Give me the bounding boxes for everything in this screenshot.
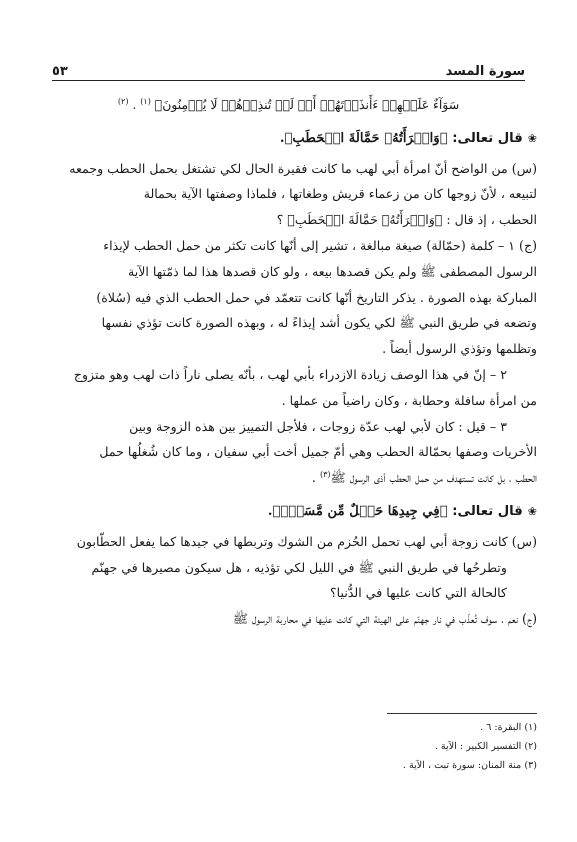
question-line: الحطب ، إذ قال : ﴿وَامۡرَأَتُهُۥ حَمَّالَةَ الۡحَطَبِ﴾ ؟: [276, 212, 537, 228]
answer-line: وتضعه في طريق النبي ﷺ لكي يكون أشد إيذاءً له ، وبهذه الصورة كانت تؤذي نفسها: [101, 315, 537, 331]
answer-line: الأخريات وصفها بحمّالة الحطب وهي أمّ جميل أخت أبي سفيان ، وما كان شُغلُها حمل: [99, 444, 537, 460]
answer-line: المباركة بهذه الصورة . يذكر التاريخ أنّها كانت تتعمّد في حمل الحطب الذي فيه (سُلاة): [96, 289, 537, 305]
question-line: وتطرحُها في طريق النبي ﷺ في الليل لكي تؤذيه ، هل سيكون مصيرها في جهنّم: [91, 559, 507, 575]
section-heading-1: [40, 126, 537, 152]
answer-line: ٣ – قيل : كان لأبي لهب عدّة زوجات ، فلأجل التمييز بين هذه الزوجة وبين: [129, 418, 507, 434]
question-line: كالحالة التي كانت عليها في الدُّنيا؟: [330, 585, 507, 601]
page-body: [40, 92, 537, 632]
answer-line: الرسول المصطفى ﷺ ولم يكن قصدها بيعه ، ولو كان قصدها هذا لما ذمّتها الآية: [127, 263, 537, 279]
verse-tail: .: [128, 97, 141, 112]
footnote-ref: (٣): [319, 469, 331, 479]
header-rule: [52, 80, 525, 81]
question-line: لتبيعه ، لأنّ زوجها كان من زعماء قريش وطغاتها ، فلماذا وصفتها الآية بحمالة: [143, 186, 537, 202]
page-header: [52, 57, 525, 79]
footnote-ref: (١): [140, 96, 151, 106]
verse-continuation: [40, 92, 537, 118]
answer-text: الحطب ، بل كانت تستهدف من حمل الحطب أذى الرسول ﷺ: [330, 470, 537, 486]
quran-quote: ﴿فِي جِيدِهَا حَبۡلٌ مِّن مَّسَدِۭ﴾.: [267, 503, 448, 519]
flower-icon: ❀: [527, 131, 537, 145]
heading-intro: قال تعالى:: [447, 130, 523, 146]
question-line: (س) كانت زوجة أبي لهب تحمل الحُزم من الشوك وتربطها في جيدها كما يفعل الحطّابون: [76, 533, 537, 549]
answer-line: ٢ – إنّ في هذا الوصف زيادة الازدراء بأبي لهب ، بأنّه يصلى ناراً ذات لهب وهو متزوج: [73, 366, 507, 382]
surah-title: سورة المسد: [445, 64, 525, 79]
footnote: (١) البقرة: ٦ .: [480, 722, 537, 733]
answer-line: (ج) نعم ، سوف تُعذّب في نار جهنّم على الهيئة التي كانت عليها في محاربة الرسول ﷺ: [232, 611, 537, 627]
answer-line: من امرأة سافلة وحطابة ، وكان راضياً من عملها .: [281, 392, 537, 408]
footnotes: [40, 718, 537, 775]
footnote: (٢) التفسير الكبير : الآية .: [434, 741, 537, 752]
footnote-ref: (٢): [117, 96, 129, 106]
page-number: ٥٣: [52, 64, 68, 79]
verse-text: سَوَآءٌ عَلَيۡهِمۡ ءَأَنذَرۡتَهُمۡ أَمۡ لَمۡ تُنذِرۡهُمۡ لَا يُؤۡمِنُونَ﴾: [150, 97, 460, 112]
answer-line: [40, 465, 537, 491]
footnote: (٣) منة المنان: سورة تبت ، الآية .: [402, 760, 537, 771]
answer-line: وتظلمها وتؤذي الرسول أيضاً .: [382, 341, 537, 357]
answer-tail: .: [311, 470, 320, 486]
quran-quote: ﴿وَامۡرَأَتُهُۥ حَمَّالَةَ الۡحَطَبِ﴾.: [279, 130, 448, 146]
heading-intro: قال تعالى:: [447, 503, 523, 519]
flower-icon: ❀: [527, 504, 537, 518]
section-heading-2: [40, 499, 537, 525]
question-line: (س) من الواضح أنّ امرأة أبي لهب ما كانت فقيرة الحال لكي تشتغل بحمل الحطب وجمعه: [69, 160, 537, 176]
footnote-rule: [387, 713, 537, 714]
answer-line: (ج) ١ – كلمة (حمّالة) صيغة مبالغة ، تشير إلى أنّها كانت تكثر من حمل الحطب لإيذاء: [103, 237, 537, 253]
